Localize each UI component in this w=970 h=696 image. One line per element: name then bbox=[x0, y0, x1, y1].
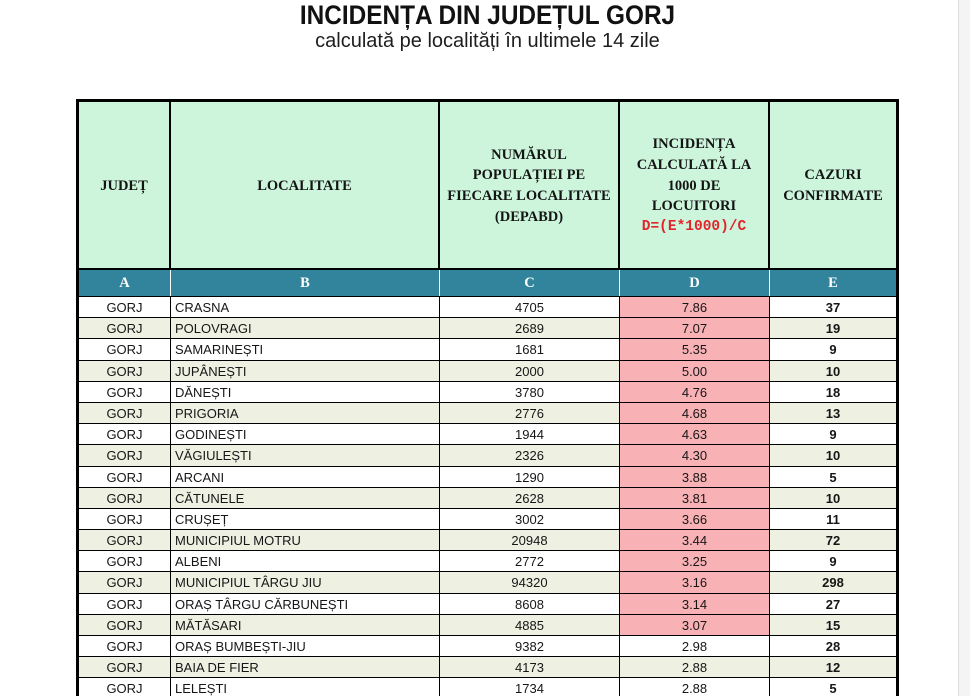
county-cell: GORJ bbox=[79, 551, 171, 571]
table-row bbox=[79, 636, 896, 657]
county-cell: GORJ bbox=[79, 297, 171, 317]
population-cell: 94320 bbox=[440, 572, 620, 592]
population-cell: 8608 bbox=[440, 594, 620, 614]
incidence-cell: 3.25 bbox=[620, 551, 770, 571]
header-population-line: FIECARE LOCALITATE bbox=[447, 188, 611, 204]
population-cell: 2776 bbox=[440, 403, 620, 423]
population-cell: 3002 bbox=[440, 509, 620, 529]
county-cell: GORJ bbox=[79, 361, 171, 381]
incidence-cell: 2.98 bbox=[620, 636, 770, 656]
county-cell: GORJ bbox=[79, 403, 171, 423]
population-cell: 9382 bbox=[440, 636, 620, 656]
cases-cell: 15 bbox=[825, 617, 841, 633]
table-row bbox=[79, 297, 896, 318]
cases-cell: 9 bbox=[829, 342, 837, 358]
locality-cell: MUNICIPIUL TÂRGU JIU bbox=[171, 572, 440, 592]
incidence-cell: 5.35 bbox=[620, 339, 770, 359]
county-cell: GORJ bbox=[79, 445, 171, 465]
header-population bbox=[440, 102, 620, 268]
county-cell: GORJ bbox=[79, 382, 171, 402]
column-letter-row bbox=[79, 270, 896, 297]
population-cell: 2689 bbox=[440, 318, 620, 338]
header-population-line: (DEPABD) bbox=[494, 208, 564, 225]
table-row bbox=[79, 318, 896, 339]
cases-cell: 28 bbox=[825, 639, 841, 654]
locality-cell: ORAȘ TÂRGU CĂRBUNEȘTI bbox=[171, 594, 440, 614]
population-cell: 1290 bbox=[440, 467, 620, 487]
header-cases-line: CONFIRMATE bbox=[783, 188, 883, 204]
population-cell: 20948 bbox=[440, 530, 620, 550]
document-subtitle: calculată pe localități în ultimele 14 zile bbox=[315, 30, 660, 52]
header-incidence-line: CALCULATĂ LA bbox=[636, 156, 752, 173]
locality-cell: ORAȘ BUMBEȘTI-JIU bbox=[171, 636, 440, 656]
incidence-cell: 4.30 bbox=[620, 445, 770, 465]
locality-cell: SAMARINEȘTI bbox=[171, 339, 440, 359]
cases-cell: 19 bbox=[825, 321, 841, 337]
population-cell: 2628 bbox=[440, 488, 620, 508]
incidence-cell: 7.86 bbox=[620, 297, 770, 317]
table-row bbox=[79, 445, 896, 466]
table-row bbox=[79, 551, 896, 572]
incidence-cell: 4.68 bbox=[620, 403, 770, 423]
population-cell: 1944 bbox=[440, 424, 620, 444]
column-letter-d: D bbox=[620, 270, 770, 296]
population-cell: 4173 bbox=[440, 657, 620, 677]
cases-cell: 10 bbox=[825, 490, 841, 506]
table-row bbox=[79, 530, 896, 551]
locality-cell: DĂNEȘTI bbox=[171, 382, 440, 402]
column-letter-e: E bbox=[828, 275, 838, 291]
cases-cell: 12 bbox=[825, 660, 841, 676]
incidence-cell: 3.66 bbox=[620, 509, 770, 529]
locality-cell: CRASNA bbox=[171, 297, 440, 317]
population-cell: 1681 bbox=[440, 339, 620, 359]
table-row bbox=[79, 615, 896, 636]
header-incidence-line: LOCUITORI bbox=[651, 198, 737, 215]
cases-cell: 13 bbox=[825, 405, 841, 421]
incidence-cell: 3.07 bbox=[620, 615, 770, 635]
cases-cell: 72 bbox=[825, 533, 841, 549]
county-cell: GORJ bbox=[79, 636, 171, 656]
population-cell: 3780 bbox=[440, 382, 620, 402]
header-incidence-line: 1000 DE bbox=[667, 177, 721, 194]
table-row bbox=[79, 361, 896, 382]
cases-cell: 10 bbox=[825, 363, 841, 379]
header-locality-label: LOCALITATE bbox=[257, 177, 352, 194]
table-row bbox=[79, 488, 896, 509]
table-row bbox=[79, 572, 896, 593]
incidence-cell: 3.16 bbox=[620, 572, 770, 592]
locality-cell: VĂGIULEȘTI bbox=[171, 445, 440, 465]
table-row bbox=[79, 509, 896, 530]
header-incidence-line: INCIDENȚA bbox=[652, 136, 736, 153]
locality-cell: CĂTUNELE bbox=[171, 488, 440, 508]
table-row bbox=[79, 382, 896, 403]
incidence-cell: 3.88 bbox=[620, 467, 770, 487]
header-incidence bbox=[620, 102, 770, 268]
locality-cell: MĂTĂSARI bbox=[171, 615, 440, 635]
header-county bbox=[79, 102, 171, 268]
header-cases-line: CAZURI bbox=[804, 167, 862, 184]
cases-cell: 5 bbox=[829, 469, 837, 485]
population-cell: 2326 bbox=[440, 445, 620, 465]
table-row bbox=[79, 467, 896, 488]
locality-cell: MUNICIPIUL MOTRU bbox=[171, 530, 440, 550]
incidence-cell: 4.63 bbox=[620, 424, 770, 444]
table-body bbox=[79, 297, 896, 696]
population-cell: 1734 bbox=[440, 678, 620, 695]
county-cell: GORJ bbox=[79, 572, 171, 592]
incidence-cell: 2.88 bbox=[620, 657, 770, 677]
header-incidence-formula: D=(E*1000)/C bbox=[641, 219, 747, 236]
locality-cell: CRUȘEȚ bbox=[171, 509, 440, 529]
cases-cell: 37 bbox=[825, 300, 841, 315]
county-cell: GORJ bbox=[79, 530, 171, 550]
header-county-label: JUDEȚ bbox=[100, 177, 148, 194]
page-edge bbox=[958, 0, 970, 696]
locality-cell: ALBENI bbox=[171, 551, 440, 571]
locality-cell: POLOVRAGI bbox=[171, 318, 440, 338]
table-row bbox=[79, 424, 896, 445]
document-title: INCIDENȚA DIN JUDEȚUL GORJ bbox=[299, 0, 676, 30]
locality-cell: JUPÂNEȘTI bbox=[171, 361, 440, 381]
cases-cell: 27 bbox=[825, 596, 841, 612]
header-population-line: POPULAȚIEI PE bbox=[472, 167, 586, 184]
locality-cell: LELEȘTI bbox=[171, 678, 440, 695]
locality-cell: PRIGORIA bbox=[171, 403, 440, 423]
cases-cell: 9 bbox=[829, 427, 837, 443]
county-cell: GORJ bbox=[79, 594, 171, 614]
county-cell: GORJ bbox=[79, 424, 171, 444]
population-cell: 4885 bbox=[440, 615, 620, 635]
county-cell: GORJ bbox=[79, 509, 171, 529]
incidence-cell: 7.07 bbox=[620, 318, 770, 338]
incidence-cell: 5.00 bbox=[620, 361, 770, 381]
county-cell: GORJ bbox=[79, 488, 171, 508]
table-row bbox=[79, 678, 896, 695]
locality-cell: ARCANI bbox=[171, 467, 440, 487]
county-cell: GORJ bbox=[79, 467, 171, 487]
cases-cell: 18 bbox=[825, 384, 841, 400]
county-cell: GORJ bbox=[79, 678, 171, 695]
county-cell: GORJ bbox=[79, 318, 171, 338]
header-locality bbox=[171, 102, 440, 268]
incidence-table bbox=[76, 99, 899, 696]
header-cases bbox=[770, 102, 896, 268]
header-population-line: NUMĂRUL bbox=[491, 146, 567, 163]
incidence-cell: 3.14 bbox=[620, 594, 770, 614]
table-row bbox=[79, 594, 896, 615]
cases-cell: 10 bbox=[825, 448, 841, 464]
population-cell: 4705 bbox=[440, 297, 620, 317]
cases-cell: 5 bbox=[829, 681, 837, 696]
incidence-cell: 2.88 bbox=[620, 678, 770, 695]
locality-cell: BAIA DE FIER bbox=[171, 657, 440, 677]
table-header-row bbox=[79, 102, 896, 270]
population-cell: 2772 bbox=[440, 551, 620, 571]
cases-cell: 9 bbox=[829, 554, 837, 570]
column-letter-a: A bbox=[79, 270, 171, 296]
table-row bbox=[79, 657, 896, 678]
cases-cell: 298 bbox=[822, 575, 844, 591]
column-letter-b: B bbox=[171, 270, 440, 296]
table-row bbox=[79, 339, 896, 360]
incidence-cell: 3.81 bbox=[620, 488, 770, 508]
county-cell: GORJ bbox=[79, 657, 171, 677]
incidence-cell: 3.44 bbox=[620, 530, 770, 550]
county-cell: GORJ bbox=[79, 339, 171, 359]
locality-cell: GODINEȘTI bbox=[171, 424, 440, 444]
county-cell: GORJ bbox=[79, 615, 171, 635]
table-row bbox=[79, 403, 896, 424]
incidence-cell: 4.76 bbox=[620, 382, 770, 402]
column-letter-c: C bbox=[440, 270, 620, 296]
cases-cell: 11 bbox=[826, 511, 840, 527]
population-cell: 2000 bbox=[440, 361, 620, 381]
